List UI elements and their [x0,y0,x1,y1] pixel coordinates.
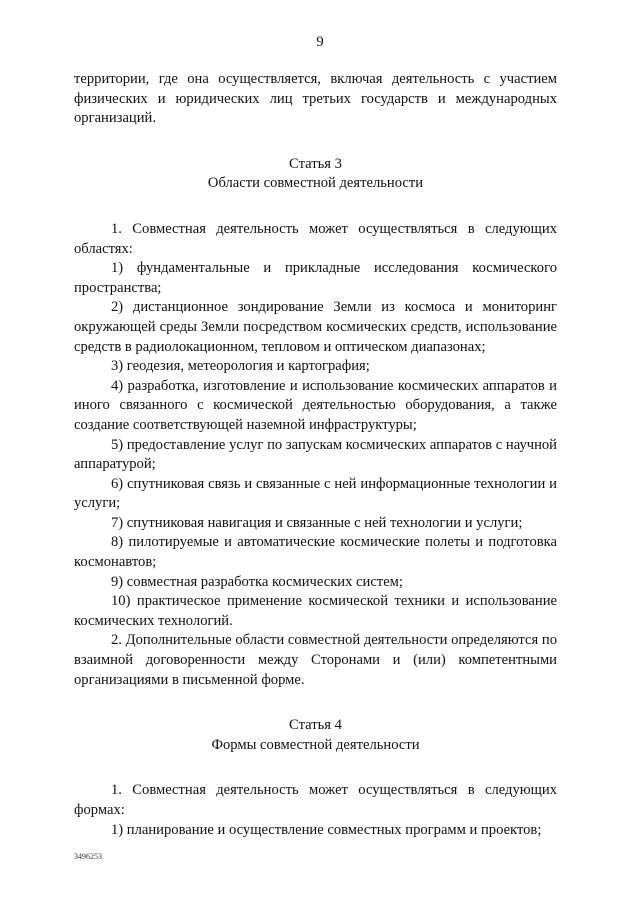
page-number: 9 [316,34,324,50]
article-4-title: Формы совместной деятельности [211,736,420,753]
article-4-heading: Статья 4 [289,717,342,734]
article-3-paragraph: 1. Совместная деятельность может осуществляться в следующих областях: [74,220,557,257]
article-3-paragraph: 9) совместная разработка космических систем; [111,573,403,590]
document-code: 3496253 [74,852,102,861]
article-3-heading: Статья 3 [289,155,342,172]
document-body [74,70,557,840]
article-3-paragraph: 1) фундаментальные и прикладные исследования космического пространства; [74,260,557,296]
article-3-paragraph: 4) разработка, изготовление и использование космических аппаратов и иного связанного с космической деятельностью оборудования, а также создание соответствующей наземной инфраструктуры; [74,377,557,433]
article-3-paragraph: 2) дистанционное зондирование Земли из космоса и мониторинг окружающей среды Земли посредством космических средств, использование средств в радиолокационном, тепловом и оптическом диапазонах; [74,299,557,355]
article-4-paragraph: 1) планирование и осуществление совместных программ и проектов; [111,821,542,838]
article-3-paragraph: 10) практическое применение космической техники и использование космических технологий. [74,593,557,629]
article-3-paragraph: 7) спутниковая навигация и связанные с ней технологии и услуги; [111,514,523,531]
intro-paragraph: территории, где она осуществляется, включая деятельность с участием физических и юридических лиц третьих государств и международных организаций. [74,71,557,127]
article-3-title: Области совместной деятельности [207,175,424,192]
article-3-paragraph: 2. Дополнительные области совместной деятельности определяются по взаимной договоренности между Сторонами и (или) компетентными организациями в письменной форме. [74,632,557,688]
article-3-paragraph: 3) геодезия, метеорология и картография; [111,358,370,375]
article-3-paragraph: 6) спутниковая связь и связанные с ней информационные технологии и услуги; [74,475,557,512]
article-4-paragraph: 1. Совместная деятельность может осуществляться в следующих формах: [74,782,557,818]
article-3-paragraph: 5) предоставление услуг по запускам космических аппаратов с научной аппаратурой; [74,436,557,473]
article-3-paragraph: 8) пилотируемые и автоматические космические полеты и подготовка космонавтов; [74,534,557,571]
